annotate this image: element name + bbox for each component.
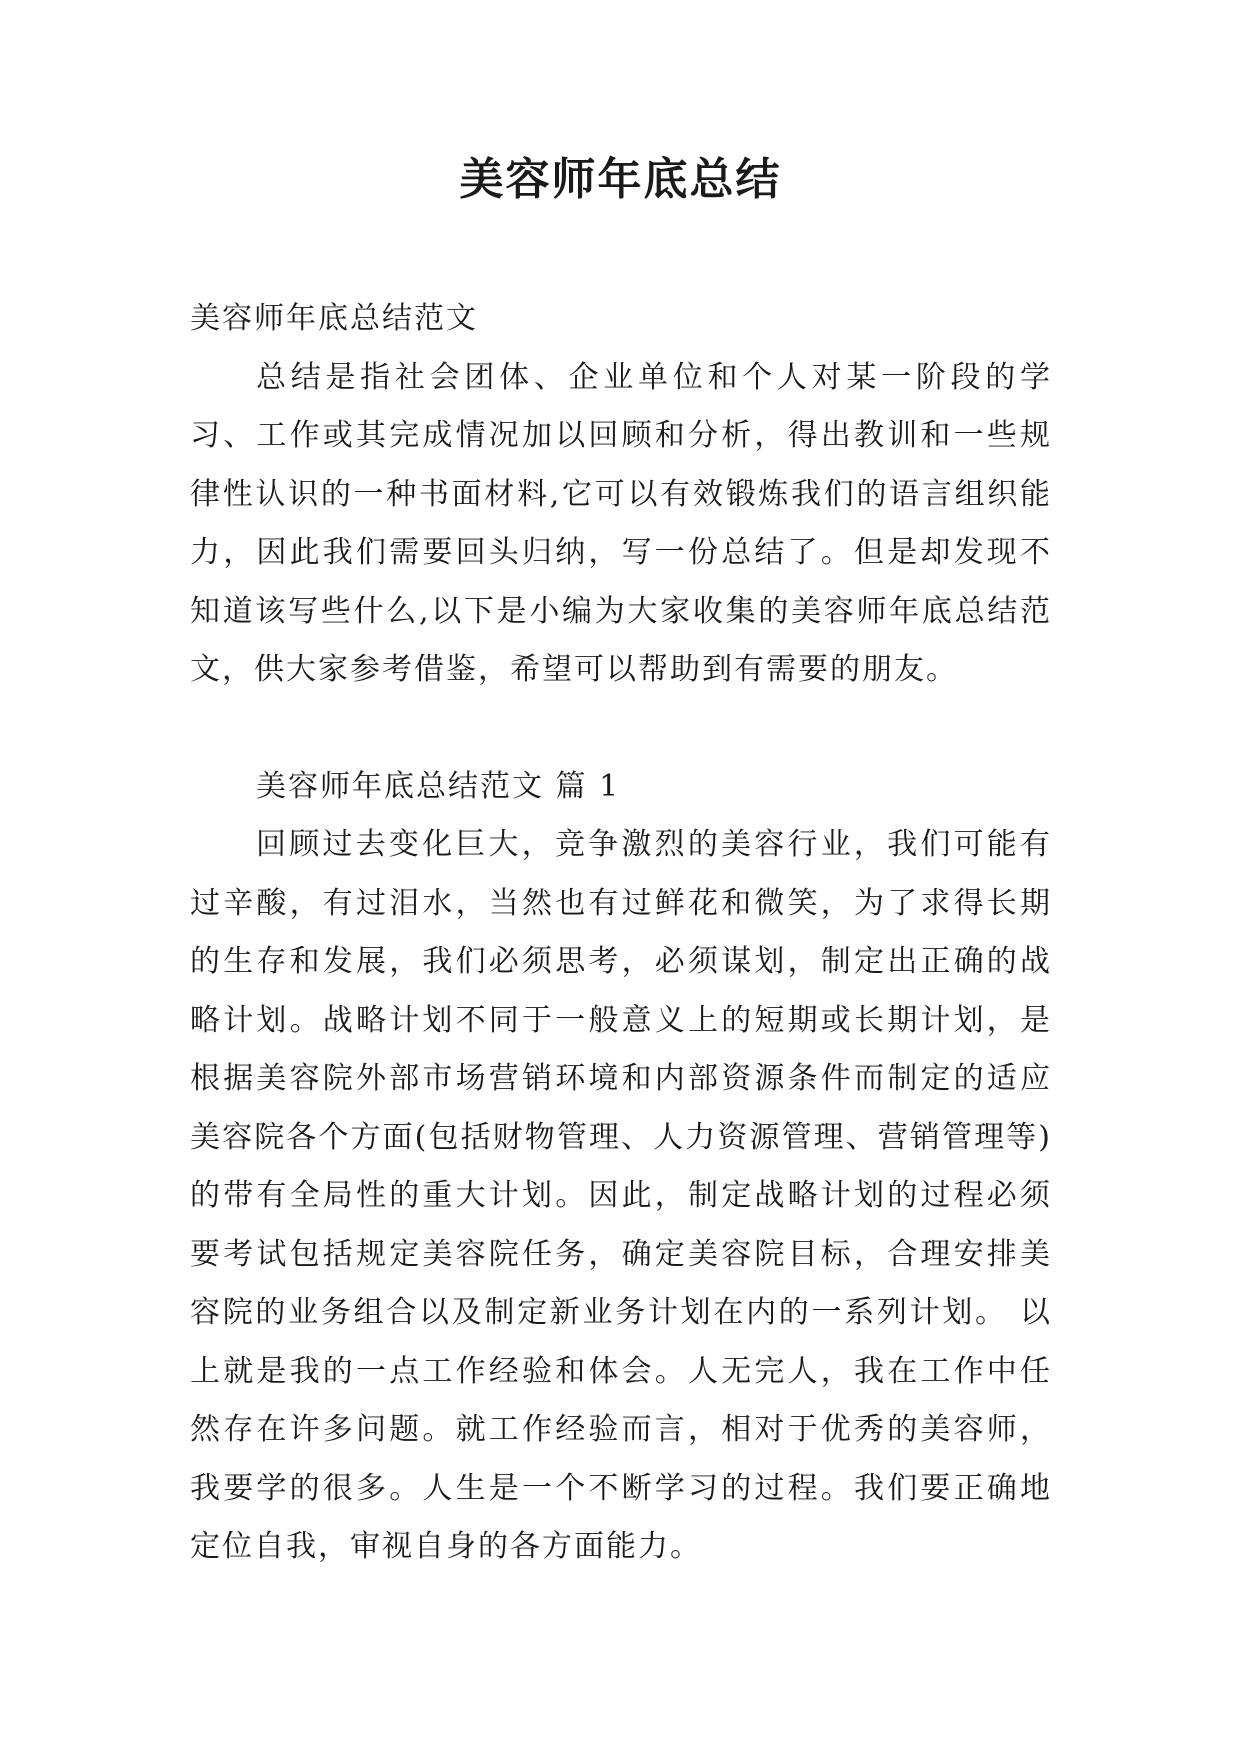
document-body	[190, 290, 1052, 1577]
section-heading: 美容师年底总结范文 篇 1	[256, 768, 621, 804]
intro-paragraph: 总结是指社会团体、企业单位和个人对某一阶段的学习、工作或其完成情况加以回顾和分析，得出教训和一些规律性认识的一种书面材料,它可以有效锻炼我们的语言组织能力，因此我们需要回头归纳，写一份总结了。但是却发现不知道该写些什么,以下是小编为大家收集的美容师年底总结范文，供大家参考借鉴，希望可以帮助到有需要的朋友。	[190, 359, 1052, 687]
document-title: 美容师年底总结	[459, 154, 782, 205]
document-subtitle: 美容师年底总结范文	[190, 301, 478, 336]
section-body-paragraph: 回顾过去变化巨大，竞争激烈的美容行业，我们可能有过辛酸，有过泪水，当然也有过鲜花和微笑，为了求得长期的生存和发展，我们必须思考，必须谋划，制定出正确的战略计划。战略计划不同于一般意义上的短期或长期计划，是根据美容院外部市场营销环境和内部资源条件而制定的适应美容院各个方面(包括财物管理、人力资源管理、营销管理等)的带有全局性的重大计划。因此，制定战略计划的过程必须要考试包括规定美容院任务，确定美容院目标，合理安排美容院的业务组合以及制定新业务计划在内的一系列计划。 以上就是我的一点工作经验和体会。人无完人，我在工作中任然存在许多问题。就工作经验而言，相对于优秀的美容师，我要学的很多。人生是一个不断学习的过程。我们要正确地定位自我，审视自身的各方面能力。	[190, 827, 1052, 1564]
